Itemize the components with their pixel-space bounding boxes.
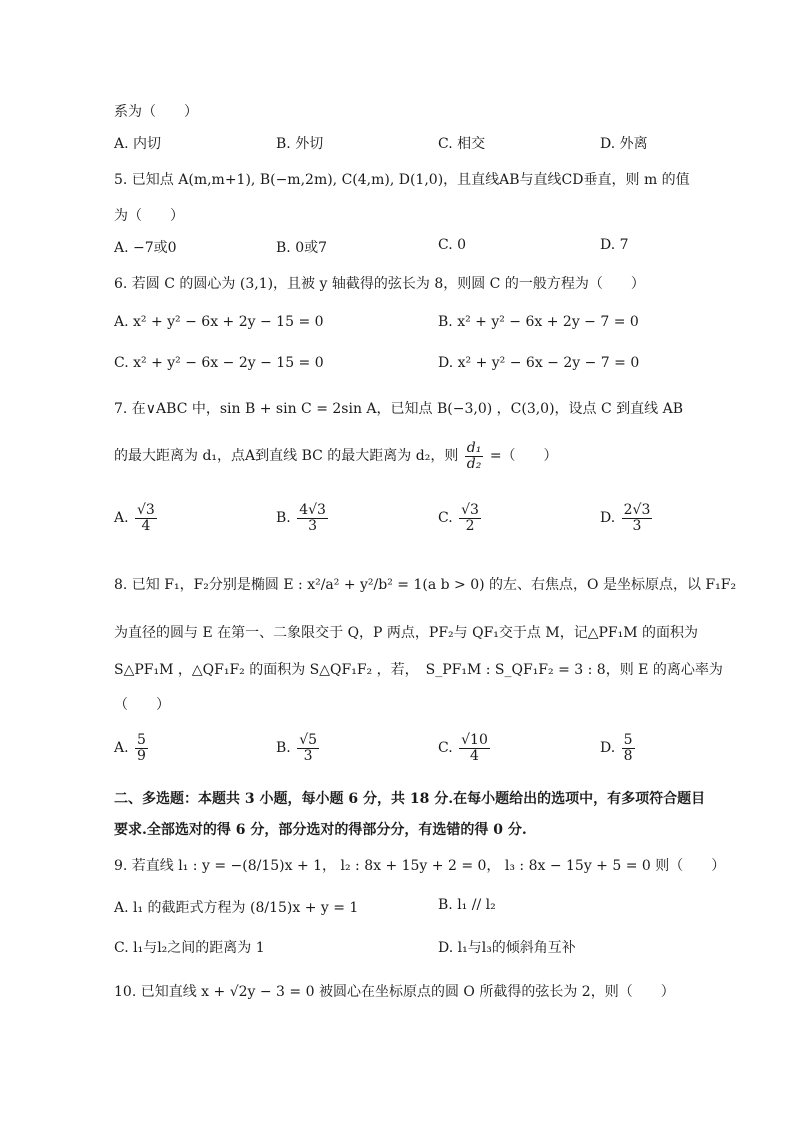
q4-option-b: B. 外切 — [276, 136, 324, 152]
q4-option-d: D. 外离 — [600, 136, 648, 152]
q7-stem-line2-tail: =（ ） — [489, 448, 558, 465]
q8-stem-line1: 8. 已知 F₁，F₂分别是椭圆 E : x²/a² + y²/b² = 1(a b > 0) 的左、右焦点，O 是坐标原点，以 F₁F₂ — [114, 577, 737, 593]
q7-option-c-label: C. — [438, 510, 453, 527]
q5-option-a: A. −7或0 — [114, 240, 177, 256]
q6-option-d: D. x² + y² − 6x − 2y − 7 = 0 — [438, 355, 640, 371]
q8-option-a-label: A. — [114, 740, 129, 757]
q6-option-b: B. x² + y² − 6x + 2y − 7 = 0 — [438, 314, 639, 330]
q8-stem-line4: （ ） — [114, 697, 170, 713]
section-heading-line2: 要求.全部选对的得 6 分，部分选对的得部分分，有选错的得 0 分. — [114, 822, 527, 838]
q7-stem-line1: 7. 在∨ABC 中，sin B + sin C = 2sin A，已知点 B(−3,0) ，C(3,0)，设点 C 到直线 AB — [114, 401, 684, 417]
q7-option-a — [114, 503, 159, 533]
q7-option-a-den: 4 — [141, 517, 151, 534]
q8-option-a-num: 5 — [137, 732, 146, 748]
q8-option-d-num: 5 — [623, 732, 633, 748]
q8-option-c-fraction — [459, 733, 490, 763]
q8-option-c-den: 4 — [470, 747, 479, 764]
q5-stem-line1: 5. 已知点 A(m,m+1), B(−m,2m), C(4,m), D(1,0)，且直线AB与直线CD垂直，则 m 的值 — [114, 172, 690, 188]
q7-stem-line2 — [114, 441, 558, 471]
q7-option-d — [600, 503, 654, 533]
q7-stem-line2-text: 的最大距离为 d₁，点A到直线 BC 的最大距离为 d₂，则 — [114, 448, 459, 465]
q9-stem: 9. 若直线 l₁ : y = −(8/15)x + 1， l₂ : 8x + 15y + 2 = 0， l₃ : 8x − 15y + 5 = 0 则（ ） — [114, 858, 726, 874]
q7-ratio-numerator: d₁ — [466, 440, 482, 456]
q4-option-c: C. 相交 — [438, 136, 486, 152]
q6-option-c: C. x² + y² − 6x − 2y − 15 = 0 — [114, 355, 324, 371]
q5-option-d: D. 7 — [600, 237, 629, 253]
q4-option-a: A. 内切 — [114, 136, 162, 152]
section-heading-line1: 二、多选题：本题共 3 小题，每小题 6 分，共 18 分.在每小题给出的选项中，有多项符合题目 — [114, 791, 706, 807]
q8-option-d-label: D. — [600, 740, 616, 757]
q6-option-a: A. x² + y² − 6x + 2y − 15 = 0 — [114, 314, 324, 330]
q8-option-c-num: √10 — [461, 732, 488, 748]
q7-ratio-denominator: d₂ — [466, 455, 482, 472]
q7-option-c-fraction — [459, 503, 481, 533]
q7-ratio-fraction — [465, 441, 484, 471]
q7-option-b-fraction — [297, 503, 328, 533]
q8-option-b-fraction — [297, 733, 319, 763]
q8-option-c — [438, 733, 492, 763]
q7-option-b-num: 4√3 — [299, 502, 326, 518]
q7-option-d-label: D. — [600, 510, 616, 527]
q6-stem: 6. 若圆 C 的圆心为 (3,1)，且被 y 轴截得的弦长为 8，则圆 C 的一般方程为（ ） — [114, 276, 645, 292]
q7-option-a-num: √3 — [137, 502, 155, 518]
q8-option-b-label: B. — [276, 740, 291, 757]
q7-option-a-label: A. — [114, 510, 129, 527]
q7-option-b — [276, 503, 330, 533]
q7-option-c — [438, 503, 483, 533]
q5-option-b: B. 0或7 — [276, 240, 328, 256]
q7-option-c-num: √3 — [461, 502, 479, 518]
q8-option-d-den: 8 — [623, 747, 633, 764]
q8-option-a-den: 9 — [137, 747, 146, 764]
q8-option-d — [600, 733, 637, 763]
q7-option-b-label: B. — [276, 510, 291, 527]
q9-option-c: C. l₁与l₂之间的距离为 1 — [114, 940, 265, 956]
q5-stem-line2: 为（ ） — [114, 208, 184, 224]
q8-option-d-fraction — [622, 733, 635, 763]
q8-option-b — [276, 733, 321, 763]
q7-option-d-fraction — [622, 503, 653, 533]
q7-option-b-den: 3 — [308, 517, 318, 534]
q8-option-b-den: 3 — [303, 747, 313, 764]
q7-option-a-fraction — [135, 503, 157, 533]
q8-option-c-label: C. — [438, 740, 453, 757]
q7-option-d-num: 2√3 — [623, 502, 651, 518]
q8-option-a-fraction — [135, 733, 148, 763]
q9-option-b: B. l₁ // l₂ — [438, 897, 496, 913]
q5-option-c: C. 0 — [438, 237, 467, 253]
q7-option-d-den: 3 — [632, 517, 642, 534]
q8-option-b-num: √5 — [299, 732, 318, 748]
q8-stem-line3: S△PF₁M ，△QF₁F₂ 的面积为 S△QF₁F₂ ，若， S_PF₁M : S_QF₁F₂ = 3 : 8，则 E 的离心率为 — [114, 662, 723, 678]
q8-option-a — [114, 733, 150, 763]
q10-stem: 10. 已知直线 x + √2y − 3 = 0 被圆心在坐标原点的圆 O 所截得的弦长为 2，则（ ） — [114, 984, 675, 1000]
q9-option-d: D. l₁与l₃的倾斜角互补 — [438, 940, 576, 956]
q4-stem-tail: 系为（ ） — [114, 104, 198, 120]
q8-stem-line2: 为直径的圆与 E 在第一、二象限交于 Q，P 两点，PF₂与 QF₁交于点 M，记△PF₁M 的面积为 — [114, 625, 698, 641]
q7-option-c-den: 2 — [465, 517, 475, 534]
q9-option-a: A. l₁ 的截距式方程为 (8/15)x + y = 1 — [114, 900, 359, 916]
